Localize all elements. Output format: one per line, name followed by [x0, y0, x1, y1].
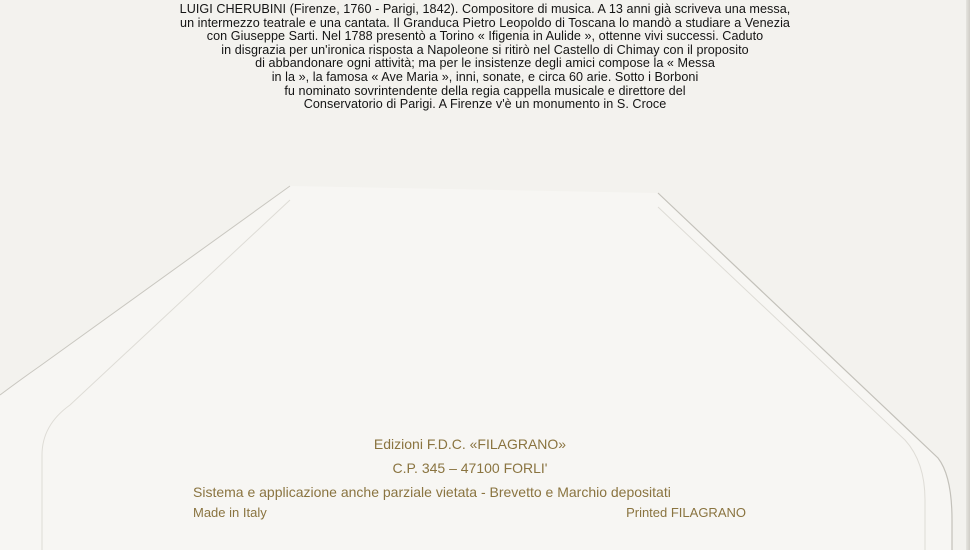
printed-by-label: Printed FILAGRANO: [626, 505, 746, 520]
biography-line: in la », la famosa « Ave Maria », inni, sonate, e circa 60 arie. Sotto i Borboni: [271, 69, 699, 84]
publisher-address: C.P. 345 – 47100 FORLI': [392, 460, 548, 476]
biography-line: Conservatorio di Parigi. A Firenze v'è un monumento in S. Croce: [303, 97, 667, 112]
publisher-name: Edizioni F.D.C. «FILAGRANO»: [373, 436, 567, 452]
envelope-right-edge: [966, 0, 970, 550]
biography-line: LUIGI CHERUBINI (Firenze, 1760 - Parigi, 1842). Compositore di musica. A 13 anni già scriveva una messa,: [179, 2, 791, 16]
biography-line: di abbandonare ogni attività; ma per le insistenze degli amici compose la « Messa: [255, 56, 715, 71]
rights-notice: Sistema e applicazione anche parziale vietata - Brevetto e Marchio depositati: [193, 484, 671, 500]
biography-line: fu nominato sovrintendente della regia cappella musicale e direttore del: [284, 83, 686, 98]
made-in-label: Made in Italy: [193, 505, 267, 520]
biography-line: un intermezzo teatrale e una cantata. Il Granduca Pietro Leopoldo di Toscana lo mandò a studiare a Venezia: [180, 15, 790, 30]
biography-line: in disgrazia per un'ironica risposta a Napoleone si ritirò nel Castello di Chimay con il proposito: [221, 42, 749, 57]
biography-line: con Giuseppe Sarti. Nel 1788 presentò a Torino « Ifigenia in Aulide », ottenne vivi successi. Caduto: [206, 29, 764, 44]
